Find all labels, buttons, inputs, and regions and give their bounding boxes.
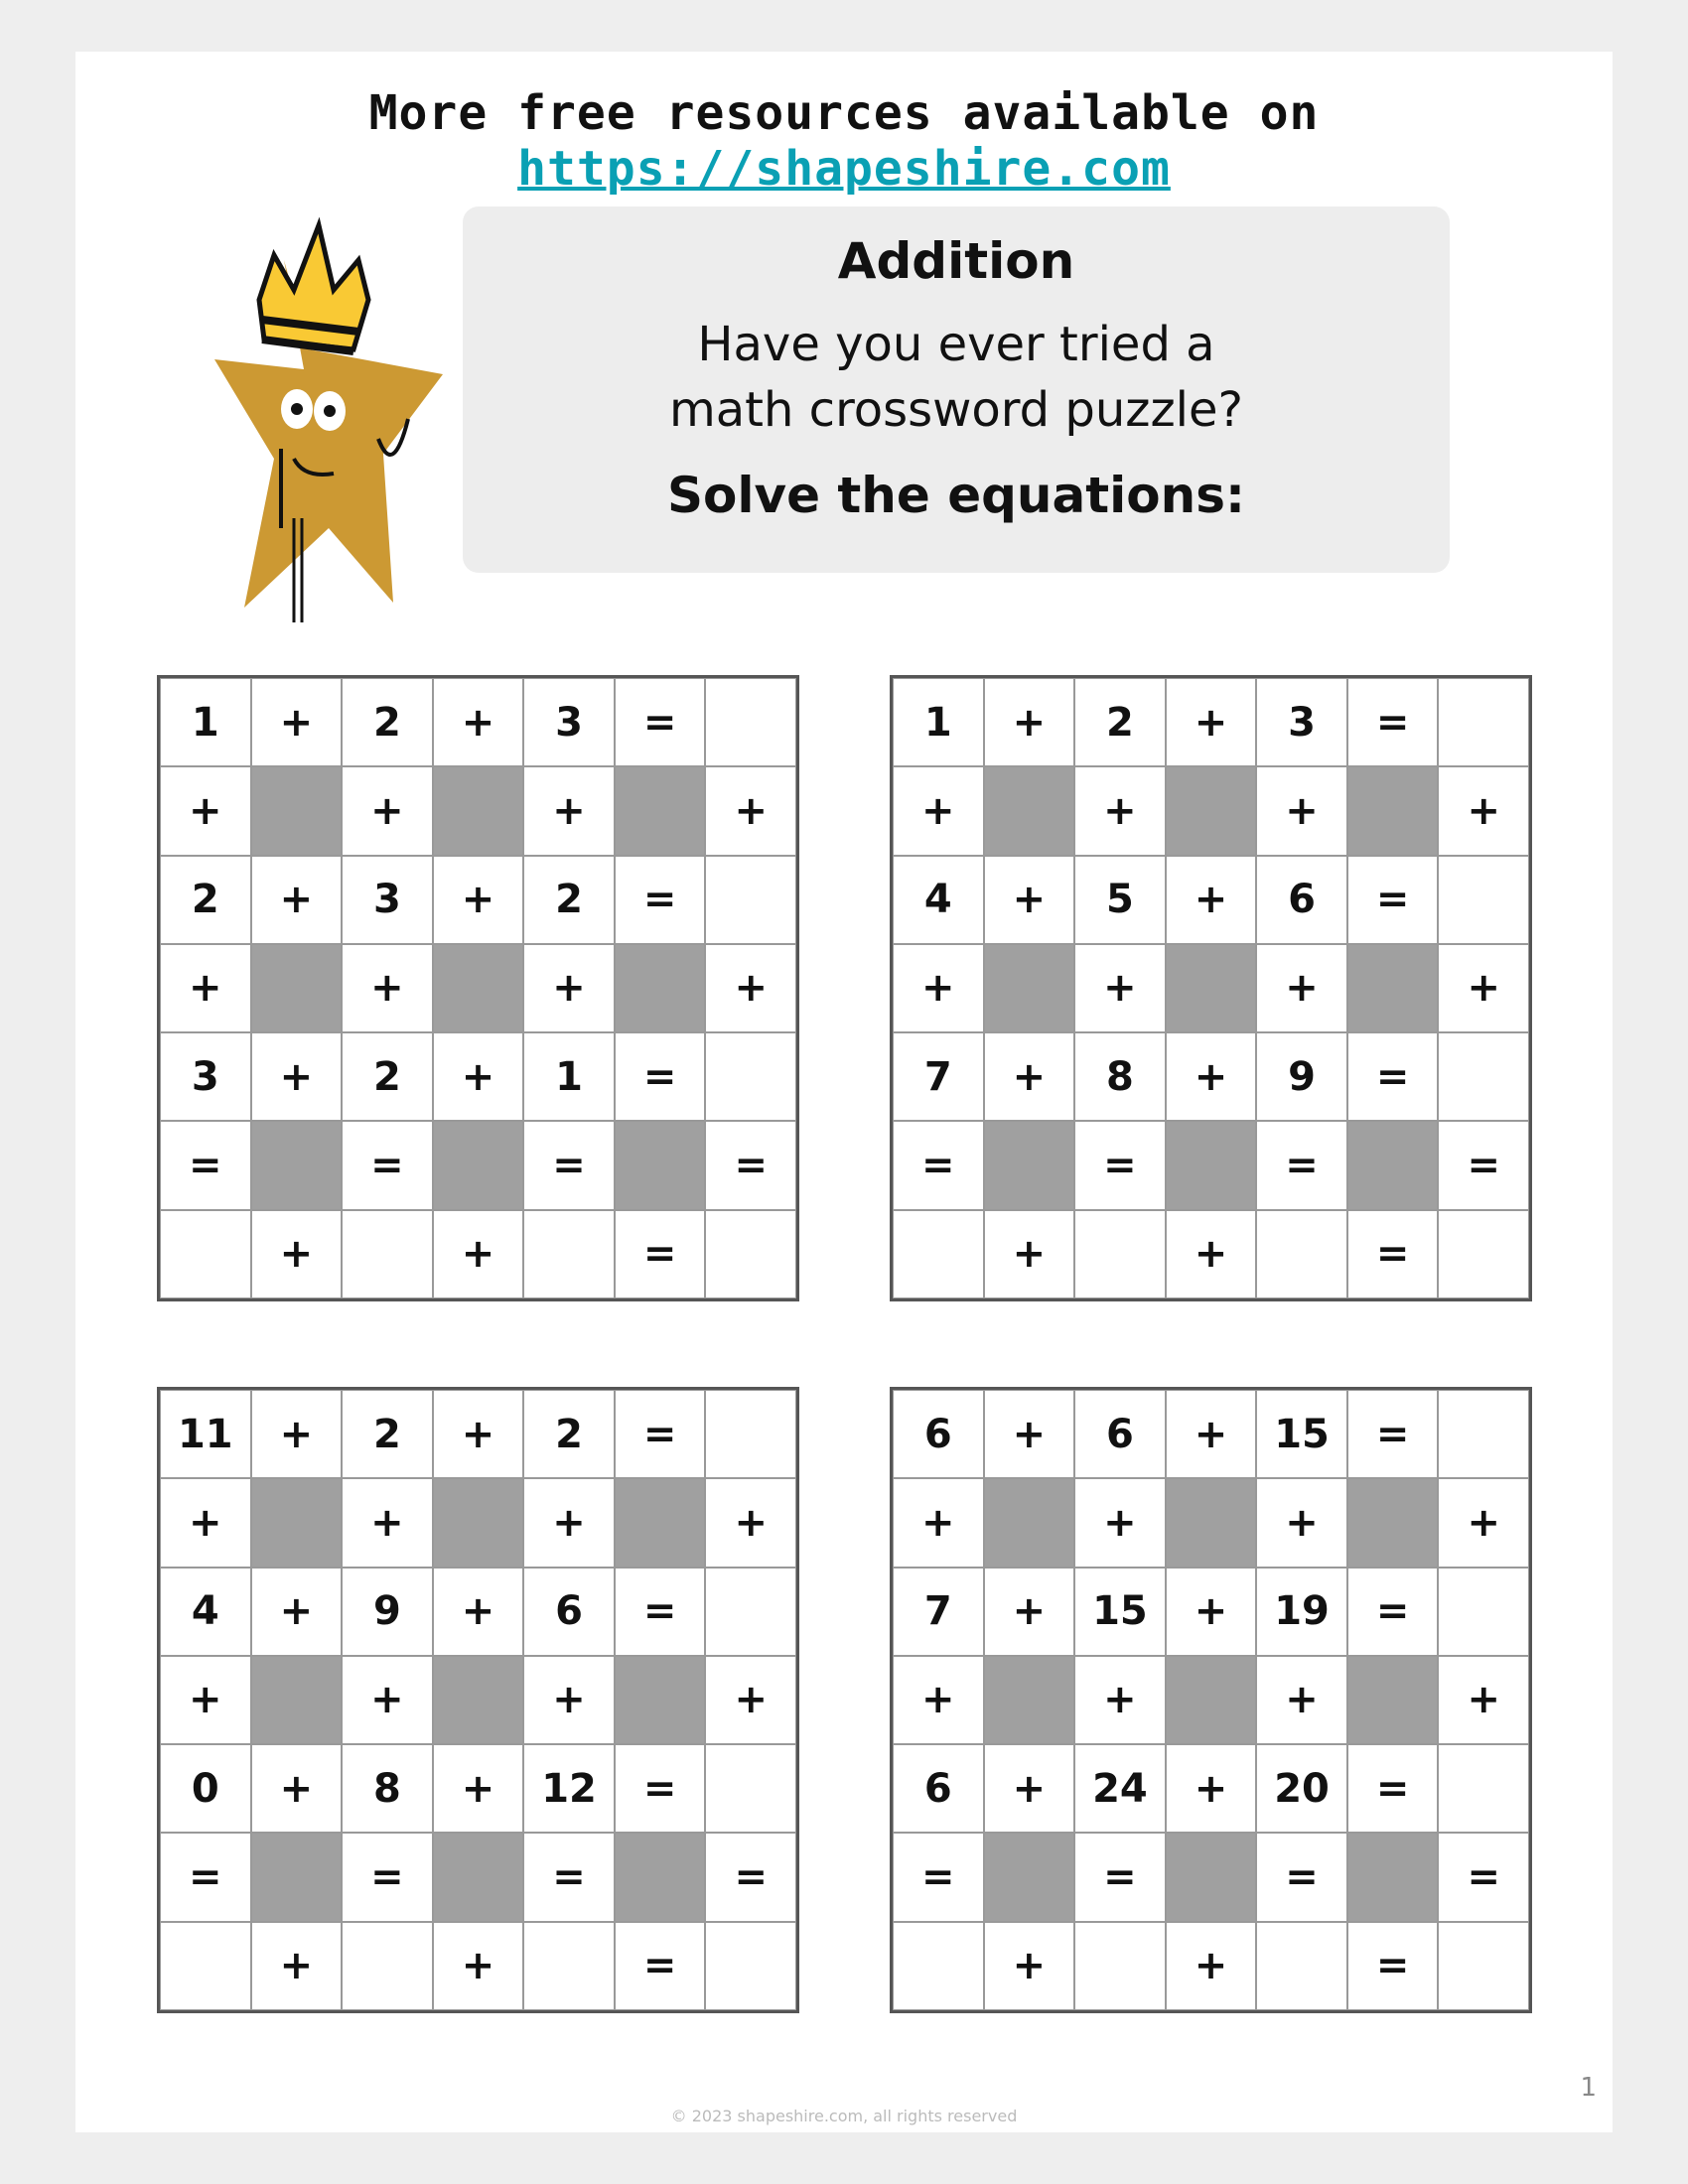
shaded-cell	[615, 1121, 706, 1209]
number-cell: 3	[160, 1032, 251, 1121]
number-cell: 15	[1074, 1568, 1166, 1656]
answer-cell[interactable]	[705, 678, 796, 766]
operator-cell: =	[1347, 1390, 1439, 1478]
answer-cell[interactable]	[1438, 1210, 1529, 1298]
operator-cell: +	[251, 1032, 343, 1121]
number-cell: 1	[523, 1032, 615, 1121]
answer-cell[interactable]	[705, 1210, 796, 1298]
operator-cell: =	[615, 1210, 706, 1298]
operator-cell: +	[1438, 1478, 1529, 1567]
operator-cell: +	[433, 678, 524, 766]
number-cell: 0	[160, 1744, 251, 1833]
number-cell: 4	[160, 1568, 251, 1656]
shaded-cell	[433, 1833, 524, 1921]
operator-cell: +	[523, 766, 615, 855]
answer-cell[interactable]	[1074, 1210, 1166, 1298]
operator-cell: +	[342, 944, 433, 1032]
answer-cell[interactable]	[1438, 1390, 1529, 1478]
operator-cell: =	[1438, 1121, 1529, 1209]
shaded-cell	[615, 766, 706, 855]
operator-cell: +	[1438, 766, 1529, 855]
operator-cell: +	[1438, 1656, 1529, 1744]
answer-cell[interactable]	[523, 1210, 615, 1298]
shaded-cell	[251, 944, 343, 1032]
number-cell: 3	[342, 856, 433, 944]
operator-cell: +	[1074, 766, 1166, 855]
star-mascot-illustration	[155, 201, 473, 627]
operator-cell: +	[160, 944, 251, 1032]
shaded-cell	[1166, 944, 1257, 1032]
number-cell: 6	[523, 1568, 615, 1656]
operator-cell: =	[615, 856, 706, 944]
shaded-cell	[984, 1121, 1075, 1209]
operator-cell: =	[1347, 1744, 1439, 1833]
number-cell: 2	[523, 856, 615, 944]
operator-cell: =	[523, 1833, 615, 1921]
operator-cell: +	[984, 1032, 1075, 1121]
number-cell: 2	[342, 1032, 433, 1121]
answer-cell[interactable]	[1438, 1744, 1529, 1833]
operator-cell: =	[1438, 1833, 1529, 1921]
operator-cell: =	[1347, 1210, 1439, 1298]
answer-cell[interactable]	[705, 1390, 796, 1478]
operator-cell: =	[342, 1121, 433, 1209]
shaded-cell	[251, 1656, 343, 1744]
operator-cell: =	[1347, 1032, 1439, 1121]
operator-cell: +	[1438, 944, 1529, 1032]
number-cell: 2	[160, 856, 251, 944]
shaded-cell	[615, 1833, 706, 1921]
number-cell: 3	[523, 678, 615, 766]
shaded-cell	[1166, 1656, 1257, 1744]
operator-cell: =	[1347, 856, 1439, 944]
operator-cell: +	[160, 766, 251, 855]
shaded-cell	[984, 766, 1075, 855]
shaded-cell	[1166, 1833, 1257, 1921]
shaded-cell	[251, 1478, 343, 1567]
number-cell: 6	[1074, 1390, 1166, 1478]
instruction-text: Solve the equations:	[666, 467, 1245, 524]
number-cell: 7	[893, 1568, 984, 1656]
answer-cell[interactable]	[1256, 1922, 1347, 2010]
shaded-cell	[1166, 1121, 1257, 1209]
shaded-cell	[984, 944, 1075, 1032]
operator-cell: =	[1347, 1922, 1439, 2010]
operator-cell: +	[893, 766, 984, 855]
crossword-puzzle-4	[890, 1387, 1532, 2013]
operator-cell: =	[705, 1833, 796, 1921]
crossword-puzzle-2	[890, 675, 1532, 1301]
intro-question: Have you ever tried a math crossword puzzle?	[669, 317, 1243, 438]
page-number: 1	[1580, 2073, 1597, 2103]
shaded-cell	[1347, 1656, 1439, 1744]
number-cell: 15	[1256, 1390, 1347, 1478]
shaded-cell	[433, 1656, 524, 1744]
operator-cell: =	[893, 1121, 984, 1209]
worksheet-title: Addition	[837, 232, 1075, 290]
operator-cell: +	[523, 1656, 615, 1744]
answer-cell[interactable]	[1438, 1922, 1529, 2010]
operator-cell: =	[523, 1121, 615, 1209]
worksheet-page	[75, 52, 1613, 2132]
operator-cell: +	[523, 1478, 615, 1567]
operator-cell: +	[705, 766, 796, 855]
operator-cell: +	[251, 1210, 343, 1298]
instructions-box	[463, 206, 1450, 573]
number-cell: 8	[1074, 1032, 1166, 1121]
answer-cell[interactable]	[705, 1744, 796, 1833]
operator-cell: +	[1166, 678, 1257, 766]
operator-cell: +	[523, 944, 615, 1032]
answer-cell[interactable]	[1438, 678, 1529, 766]
shaded-cell	[433, 1121, 524, 1209]
operator-cell: =	[615, 1744, 706, 1833]
number-cell: 11	[160, 1390, 251, 1478]
operator-cell: =	[160, 1833, 251, 1921]
number-cell: 2	[342, 1390, 433, 1478]
operator-cell: +	[893, 1656, 984, 1744]
answer-cell[interactable]	[893, 1922, 984, 2010]
number-cell: 3	[1256, 678, 1347, 766]
operator-cell: +	[1166, 856, 1257, 944]
answer-cell[interactable]	[1074, 1922, 1166, 2010]
operator-cell: +	[342, 1478, 433, 1567]
answer-cell[interactable]	[523, 1922, 615, 2010]
shaded-cell	[251, 1121, 343, 1209]
operator-cell: +	[1166, 1390, 1257, 1478]
operator-cell: =	[1256, 1833, 1347, 1921]
operator-cell: +	[251, 1390, 343, 1478]
shaded-cell	[1347, 1833, 1439, 1921]
operator-cell: +	[1074, 944, 1166, 1032]
operator-cell: +	[1166, 1744, 1257, 1833]
shaded-cell	[1347, 1121, 1439, 1209]
operator-cell: =	[1347, 1568, 1439, 1656]
operator-cell: +	[705, 1656, 796, 1744]
operator-cell: =	[615, 678, 706, 766]
operator-cell: +	[984, 1568, 1075, 1656]
shapeshire-link[interactable]: https://shapeshire.com	[517, 141, 1171, 197]
answer-cell[interactable]	[160, 1210, 251, 1298]
answer-cell[interactable]	[160, 1922, 251, 2010]
operator-cell: +	[433, 1922, 524, 2010]
operator-cell: +	[251, 1922, 343, 2010]
shaded-cell	[251, 1833, 343, 1921]
shaded-cell	[984, 1656, 1075, 1744]
operator-cell: +	[1166, 1568, 1257, 1656]
number-cell: 19	[1256, 1568, 1347, 1656]
operator-cell: =	[615, 1568, 706, 1656]
shaded-cell	[1166, 766, 1257, 855]
shaded-cell	[1347, 1478, 1439, 1567]
operator-cell: +	[433, 1568, 524, 1656]
operator-cell: +	[1256, 944, 1347, 1032]
shaded-cell	[433, 766, 524, 855]
operator-cell: =	[1256, 1121, 1347, 1209]
operator-cell: +	[160, 1478, 251, 1567]
answer-cell[interactable]	[342, 1922, 433, 2010]
answer-cell[interactable]	[893, 1210, 984, 1298]
operator-cell: +	[893, 944, 984, 1032]
crossword-puzzle-1	[157, 675, 799, 1301]
operator-cell: =	[342, 1833, 433, 1921]
answer-cell[interactable]	[1438, 1032, 1529, 1121]
operator-cell: =	[1347, 678, 1439, 766]
operator-cell: =	[615, 1032, 706, 1121]
operator-cell: +	[1256, 1478, 1347, 1567]
operator-cell: +	[984, 1210, 1075, 1298]
number-cell: 5	[1074, 856, 1166, 944]
shaded-cell	[1347, 944, 1439, 1032]
number-cell: 4	[893, 856, 984, 944]
answer-cell[interactable]	[705, 856, 796, 944]
operator-cell: +	[893, 1478, 984, 1567]
operator-cell: =	[893, 1833, 984, 1921]
answer-cell[interactable]	[1438, 1568, 1529, 1656]
shaded-cell	[251, 766, 343, 855]
operator-cell: +	[1074, 1478, 1166, 1567]
operator-cell: +	[984, 678, 1075, 766]
number-cell: 2	[342, 678, 433, 766]
shaded-cell	[433, 944, 524, 1032]
number-cell: 9	[342, 1568, 433, 1656]
number-cell: 1	[160, 678, 251, 766]
operator-cell: +	[160, 1656, 251, 1744]
answer-cell[interactable]	[705, 1922, 796, 2010]
operator-cell: =	[615, 1390, 706, 1478]
number-cell: 7	[893, 1032, 984, 1121]
operator-cell: +	[1074, 1656, 1166, 1744]
resources-banner	[75, 85, 1613, 197]
shaded-cell	[615, 1478, 706, 1567]
operator-cell: +	[1256, 1656, 1347, 1744]
operator-cell: +	[1166, 1922, 1257, 2010]
shaded-cell	[984, 1478, 1075, 1567]
operator-cell: =	[1074, 1121, 1166, 1209]
banner-text: More free resources available on	[368, 85, 1320, 141]
operator-cell: +	[705, 944, 796, 1032]
operator-cell: =	[615, 1922, 706, 2010]
shaded-cell	[984, 1833, 1075, 1921]
operator-cell: +	[433, 1390, 524, 1478]
operator-cell: +	[251, 1568, 343, 1656]
copyright-notice: © 2023 shapeshire.com, all rights reserved	[670, 2107, 1018, 2125]
answer-cell[interactable]	[705, 1568, 796, 1656]
number-cell: 1	[893, 678, 984, 766]
operator-cell: +	[251, 856, 343, 944]
number-cell: 2	[523, 1390, 615, 1478]
answer-cell[interactable]	[342, 1210, 433, 1298]
answer-cell[interactable]	[705, 1032, 796, 1121]
operator-cell: +	[1256, 766, 1347, 855]
operator-cell: +	[433, 1032, 524, 1121]
operator-cell: =	[160, 1121, 251, 1209]
crossword-puzzle-3	[157, 1387, 799, 2013]
operator-cell: +	[984, 1390, 1075, 1478]
shaded-cell	[433, 1478, 524, 1567]
operator-cell: +	[433, 856, 524, 944]
number-cell: 6	[893, 1390, 984, 1478]
operator-cell: +	[433, 1744, 524, 1833]
operator-cell: +	[984, 1744, 1075, 1833]
number-cell: 24	[1074, 1744, 1166, 1833]
shaded-cell	[1347, 766, 1439, 855]
operator-cell: +	[1166, 1032, 1257, 1121]
operator-cell: +	[342, 1656, 433, 1744]
operator-cell: +	[1166, 1210, 1257, 1298]
answer-cell[interactable]	[1438, 856, 1529, 944]
operator-cell: =	[1074, 1833, 1166, 1921]
number-cell: 9	[1256, 1032, 1347, 1121]
number-cell: 6	[1256, 856, 1347, 944]
shaded-cell	[615, 1656, 706, 1744]
operator-cell: +	[705, 1478, 796, 1567]
operator-cell: =	[705, 1121, 796, 1209]
operator-cell: +	[342, 766, 433, 855]
operator-cell: +	[251, 678, 343, 766]
number-cell: 12	[523, 1744, 615, 1833]
number-cell: 8	[342, 1744, 433, 1833]
operator-cell: +	[433, 1210, 524, 1298]
operator-cell: +	[251, 1744, 343, 1833]
number-cell: 6	[893, 1744, 984, 1833]
number-cell: 2	[1074, 678, 1166, 766]
operator-cell: +	[984, 856, 1075, 944]
shaded-cell	[1166, 1478, 1257, 1567]
shaded-cell	[615, 944, 706, 1032]
number-cell: 20	[1256, 1744, 1347, 1833]
operator-cell: +	[984, 1922, 1075, 2010]
answer-cell[interactable]	[1256, 1210, 1347, 1298]
